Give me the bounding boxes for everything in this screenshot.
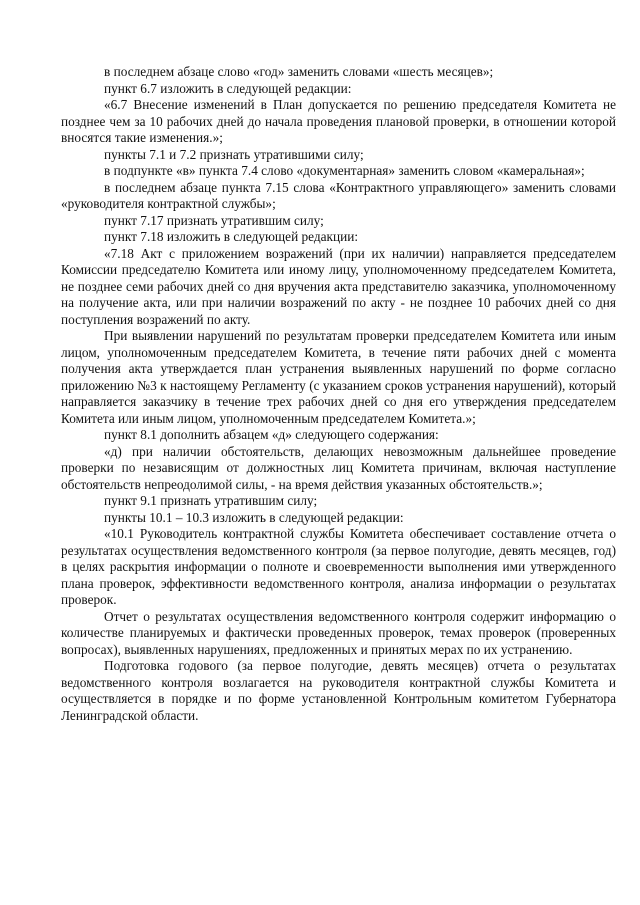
- paragraph-8: пункт 7.18 изложить в следующей редакции:: [104, 229, 359, 244]
- document-page: [61, 64, 616, 724]
- paragraph-14: пункты 10.1 – 10.3 изложить в следующей редакции:: [104, 509, 404, 525]
- paragraph-16: Отчет о результатах осуществления ведомственного контроля содержит информацию о количестве планируемых и фактически проведенных проверок, темах проверок (проверенных вопросах), выявленных нарушениях, предложенных и принятых мерах по их устранению.: [61, 608, 616, 657]
- paragraph-6: в последнем абзаце пункта 7.15 слова «Контрактного управляющего» заменить словами «руководителя контрактной службы»;: [61, 179, 616, 211]
- paragraph-3: «6.7 Внесение изменений в План допускается по решению председателя Комитета не позднее чем за 10 рабочих дней до начала проведения плановой проверки, в отношении которой вносятся такие изменения.»;: [61, 97, 616, 145]
- paragraph-7: пункт 7.17 признать утратившим силу;: [104, 212, 324, 228]
- paragraph-4: пункты 7.1 и 7.2 признать утратившими силу;: [104, 146, 364, 162]
- paragraph-12: «д) при наличии обстоятельств, делающих невозможным дальнейшее проведение проверки по независящим от должностных лиц Комитета причинам, включая наступление обстоятельств непреодолимой силы, - на время действия указанных обстоятельств.»;: [61, 443, 616, 492]
- paragraph-10: При выявлении нарушений по результатам проверки председателем Комитета или иным лицом, уполномоченным председателем Комитета, в течение пяти рабочих дней с момента получения акта утверждается план устранения выявленных нарушений по форме согласно приложению №3 к настоящему Регламенту (с указанием сроков устранения нарушений), который направляется заказчику в течение трех рабочих дней со дня его утверждения председателем Комитета или иным лицом, уполномоченным председателем Комитета.»;: [61, 328, 616, 426]
- paragraph-9: «7.18 Акт с приложением возражений (при их наличии) направляется председателем Комиссии председателю Комитета или иному лицу, уполномоченному председателем Комитета, не позднее семи рабочих дней со дня вручения акта представителю заказчика, уполномоченному на получение акта, или при наличии возражений по акту - не позднее 10 рабочих дней со дня поступления возражений по акту.: [61, 245, 616, 327]
- paragraph-2: пункт 6.7 изложить в следующей редакции:: [104, 80, 352, 96]
- paragraph-15: «10.1 Руководитель контрактной службы Комитета обеспечивает составление отчета о результатах осуществления ведомственного контроля (за первое полугодие, девять месяцев, год) в целях раскрытия информации о полноте и своевременности выполнения ими утвержденного плана проверок, эффективности ведомственного контроля, анализа информации о результатах проверок.: [61, 526, 616, 607]
- paragraph-17: Подготовка годового (за первое полугодие, девять месяцев) отчета о результатах ведомственного контроля возлагается на руководителя контрактной службы Комитета и осуществляется в порядке и по форме установленной Контрольным комитетом Губернатора Ленинградской области.: [61, 658, 616, 723]
- paragraph-13: пункт 9.1 признать утратившим силу;: [104, 493, 318, 508]
- paragraph-5: в подпункте «в» пункта 7.4 слово «документарная» заменить словом «камеральная»;: [104, 163, 585, 178]
- paragraph-11: пункт 8.1 дополнить абзацем «д» следующего содержания:: [104, 427, 439, 442]
- paragraph-1: в последнем абзаце слово «год» заменить словами «шесть месяцев»;: [104, 64, 494, 79]
